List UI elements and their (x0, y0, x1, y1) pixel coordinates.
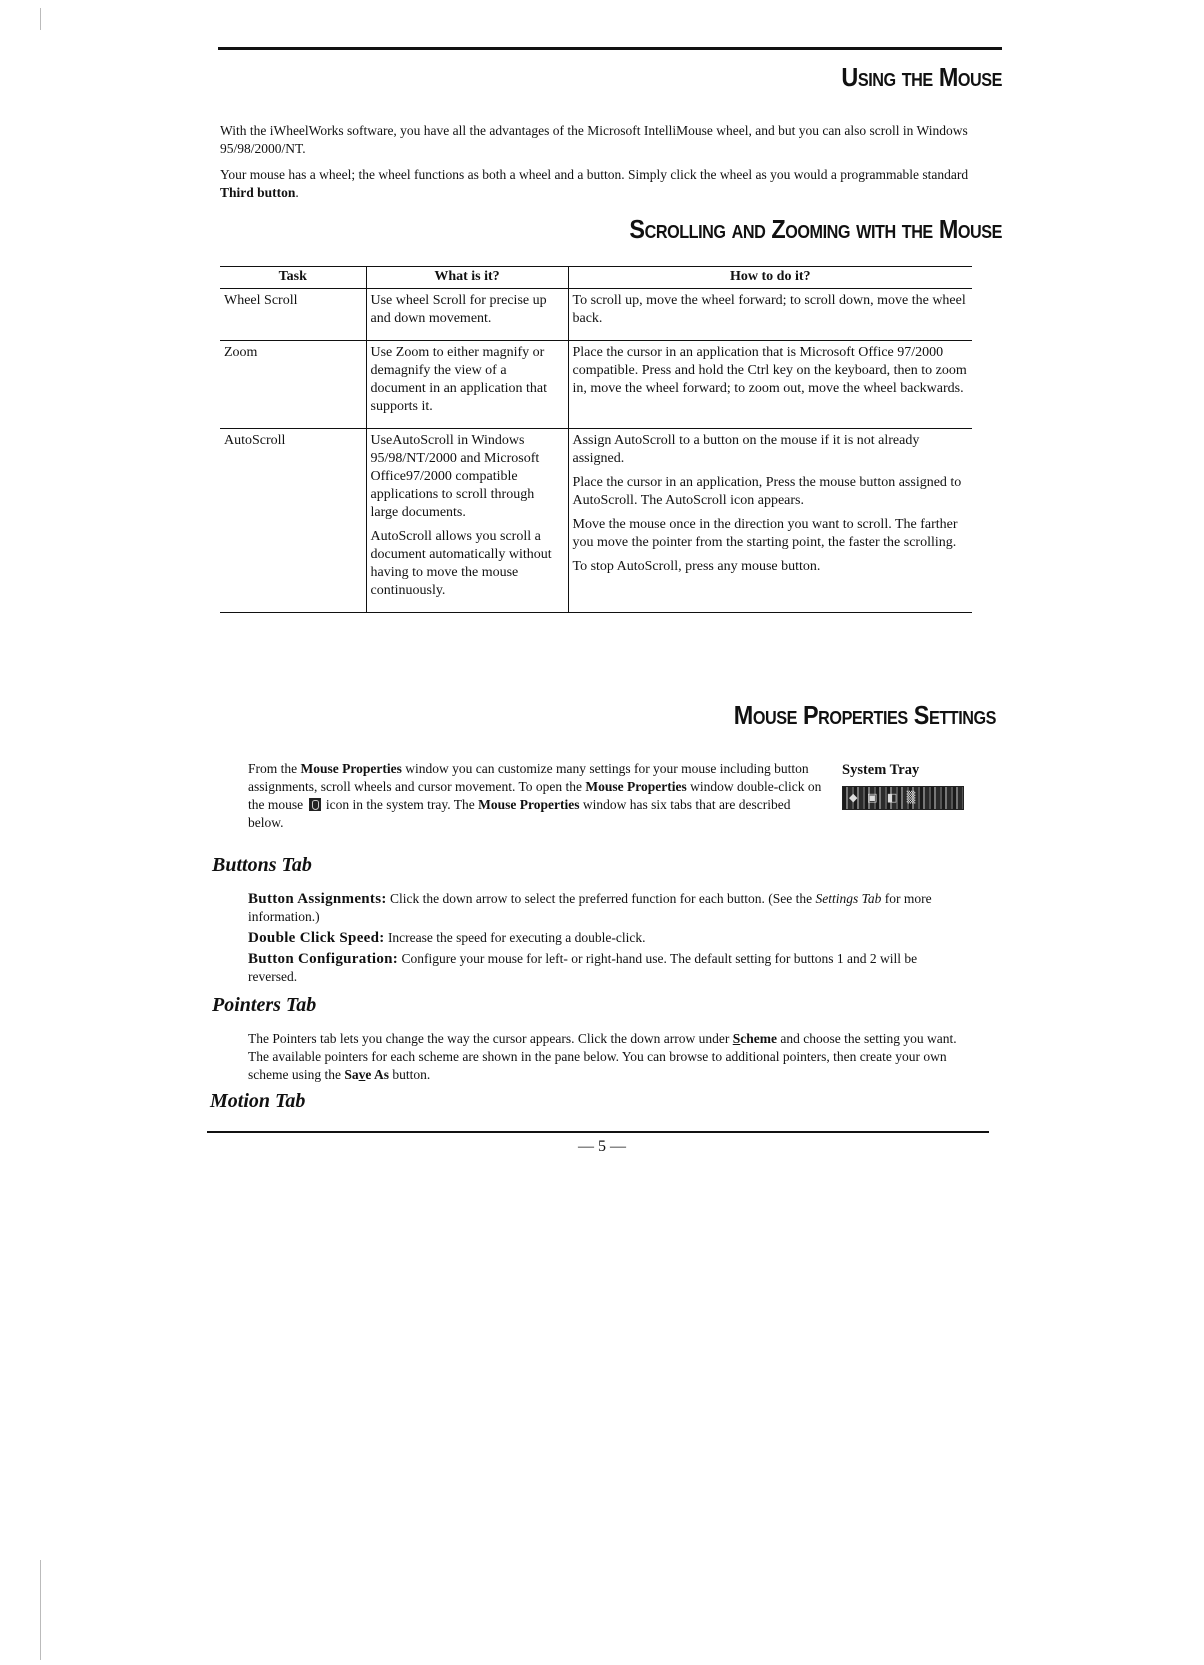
how-text: Move the mouse once in the direction you want to scroll. The farther you move the pointer from the starting point, the faster the scrolling. (572, 517, 958, 550)
scan-margin-mark-top (40, 8, 41, 30)
what-cell (366, 341, 568, 429)
properties-text-c: window you can customize many settings for your mouse including button assignments, scroll wheels and cursor movement. To open the (248, 761, 809, 794)
table-row (220, 429, 972, 613)
table-row (220, 341, 972, 429)
intro-paragraph-2-text-a: Your mouse has a wheel; the wheel functions as both a wheel and a button. Simply click the wheel as you would a programmable standard (220, 167, 969, 182)
what-cell (366, 289, 568, 341)
task-cell: Wheel Scroll (220, 289, 366, 341)
header-what: What is it? (366, 266, 568, 289)
mouse-icon (309, 798, 321, 811)
properties-text-h: window has six tabs that are described below. (248, 797, 791, 830)
intro-paragraph-2-text-c: . (295, 185, 299, 200)
how-text: To stop AutoScroll, press any mouse button. (572, 559, 821, 574)
buttons-tab-heading: Buttons Tab (212, 854, 312, 876)
motion-tab-heading: Motion Tab (210, 1090, 306, 1112)
button-assignments-text-a: Click the down arrow to select the preferred function for each button. (See the (386, 891, 816, 906)
properties-text-f: icon in the system tray. The (322, 797, 479, 812)
pointers-text-c: button. (389, 1067, 431, 1082)
button-configuration-definition (248, 950, 928, 986)
button-assignments-definition (248, 890, 948, 926)
how-text: Place the cursor in an application that is Microsoft Office 97/2000 compatible. Press and hold the Ctrl key on the keyboard, then to zoom in, move the wheel forward; to zoom out, move the wheel backwards. (572, 345, 967, 396)
scheme-term (733, 1031, 777, 1046)
intro-paragraph-2 (220, 166, 980, 202)
pointers-text-b: and choose the setting you want. The available pointers for each scheme are shown in the pane below. You can browse to additional pointers, then create your own scheme using the (248, 1031, 957, 1082)
scan-margin-mark-bottom (40, 1560, 41, 1660)
third-button-term: Third button (220, 185, 296, 200)
pointers-text-a: The Pointers tab lets you change the way the cursor appears. Click the down arrow under (248, 1031, 733, 1046)
mouse-properties-heading: Mouse Properties Settings (733, 700, 996, 730)
save-as-term (344, 1067, 389, 1082)
how-cell (568, 341, 972, 429)
what-text: UseAutoScroll in Windows 95/98/NT/2000 and Microsoft Office97/2000 compatible applications to scroll through large documents. (370, 433, 540, 520)
double-click-term: Double Click Speed: (248, 930, 385, 946)
what-text: Use Zoom to either magnify or demagnify the view of a document in an application that supports it. (370, 345, 548, 414)
save-as-a: Sa (344, 1067, 359, 1082)
system-tray-label: System Tray (842, 762, 920, 778)
scroll-zoom-table (220, 266, 972, 613)
intro-paragraph-1: With the iWheelWorks software, you have all the advantages of the Microsoft IntelliMouse wheel, and but you can also scroll in Windows 95/98/2000/NT. (220, 123, 968, 156)
table-row (220, 289, 972, 341)
save-as-b: e As (365, 1067, 389, 1082)
what-cell (366, 429, 568, 613)
top-rule (218, 47, 1002, 50)
mouse-properties-term: Mouse Properties (478, 797, 580, 812)
how-text: To scroll up, move the wheel forward; to scroll down, move the wheel back. (572, 293, 966, 326)
mouse-properties-term: Mouse Properties (585, 779, 687, 794)
scheme-hotkey: S (732, 1031, 741, 1046)
properties-text-a: From the (248, 761, 301, 776)
tray-icons: ◆ ▣ ◧ ▒ (849, 791, 919, 804)
properties-text-e: window double-click on the mouse (248, 779, 822, 812)
task-cell: Zoom (220, 341, 366, 429)
pointers-tab-text (248, 1030, 963, 1084)
what-text: AutoScroll allows you scroll a document automatically without having to move the mouse continuously. (370, 529, 552, 598)
button-configuration-term: Button Configuration: (248, 951, 399, 967)
how-text: Assign AutoScroll to a button on the mouse if it is not already assigned. (572, 433, 920, 466)
footer-rule (207, 1131, 989, 1133)
page-number: — 5 — (578, 1138, 626, 1155)
button-configuration-text: Configure your mouse for left- or right-hand use. The default setting for buttons 1 and 2 will be reversed. (248, 951, 918, 984)
header-task: Task (220, 266, 366, 289)
how-cell (568, 429, 972, 613)
scrolling-zooming-heading: Scrolling and Zooming with the Mouse (629, 214, 1002, 244)
button-assignments-term: Button Assignments: (248, 891, 387, 907)
double-click-text: Increase the speed for executing a double-click. (384, 930, 646, 945)
table-header-row (220, 266, 972, 289)
what-text: Use wheel Scroll for precise up and down movement. (370, 293, 547, 326)
double-click-definition (248, 929, 948, 947)
scheme-rest: cheme (740, 1031, 777, 1046)
task-cell: AutoScroll (220, 429, 366, 613)
page-title: Using the Mouse (841, 62, 1002, 92)
header-how: How to do it? (568, 266, 972, 289)
how-cell (568, 289, 972, 341)
how-text: Place the cursor in an application, Press the mouse button assigned to AutoScroll. The AutoScroll icon appears. (572, 475, 962, 508)
mouse-properties-term: Mouse Properties (300, 761, 402, 776)
system-tray-image (842, 786, 964, 810)
settings-tab-reference: Settings Tab (815, 891, 882, 906)
button-assignments-text-b: for more information.) (248, 891, 932, 924)
pointers-tab-heading: Pointers Tab (212, 994, 317, 1016)
save-as-hotkey: v (358, 1067, 366, 1082)
properties-paragraph (248, 760, 823, 832)
